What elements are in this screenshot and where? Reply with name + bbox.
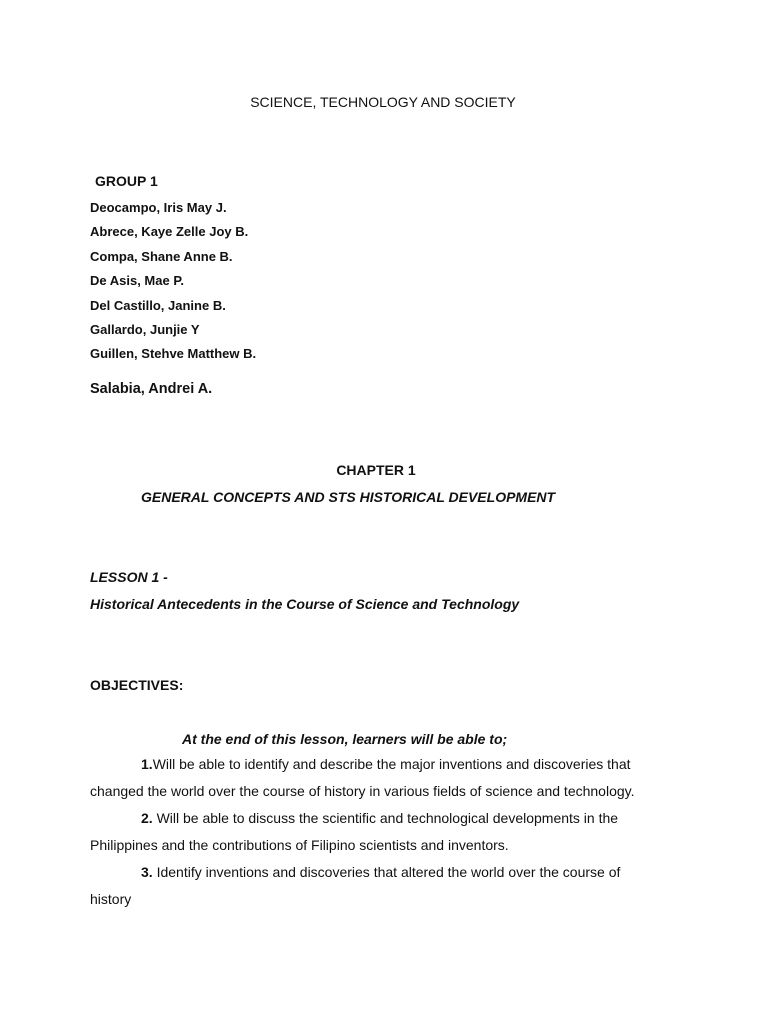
chapter-title: GENERAL CONCEPTS AND STS HISTORICAL DEVELOPMENT	[141, 489, 556, 505]
group-heading: GROUP 1	[95, 173, 158, 189]
objectives-heading: OBJECTIVES:	[90, 677, 184, 693]
member-name: Compa, Shane Anne B.	[90, 249, 233, 264]
member-name: Gallardo, Junjie Y	[90, 322, 200, 337]
objective-text-continued: changed the world over the course of history in various fields of science and technology.	[90, 783, 635, 799]
member-name: De Asis, Mae P.	[90, 273, 184, 288]
objective-number: 1.	[141, 756, 153, 772]
lesson-title: Historical Antecedents in the Course of Science and Technology	[90, 596, 520, 612]
objective-item-3	[141, 864, 620, 880]
objectives-intro: At the end of this lesson, learners will be able to;	[182, 731, 508, 747]
objective-text: Identify inventions and discoveries that altered the world over the course of	[152, 864, 621, 880]
member-name: Guillen, Stehve Matthew B.	[90, 346, 257, 361]
objective-item-1	[141, 756, 631, 772]
member-name: Deocampo, Iris May J.	[90, 200, 227, 215]
objective-text-continued: history	[90, 891, 132, 907]
member-name: Salabia, Andrei A.	[90, 381, 213, 397]
objective-number: 3.	[141, 864, 153, 880]
objective-number: 2.	[141, 810, 153, 826]
objective-text: Will be able to discuss the scientific and technological developments in the	[152, 810, 619, 826]
objective-text: Will be able to identify and describe the major inventions and discoveries that	[152, 756, 631, 772]
chapter-label: CHAPTER 1	[336, 462, 416, 478]
lesson-label: LESSON 1 -	[90, 569, 168, 585]
member-name: Abrece, Kaye Zelle Joy B.	[90, 224, 249, 239]
member-name: Del Castillo, Janine B.	[90, 298, 226, 313]
objective-item-2	[141, 810, 618, 826]
document-title: SCIENCE, TECHNOLOGY AND SOCIETY	[250, 94, 516, 110]
objective-text-continued: Philippines and the contributions of Filipino scientists and inventors.	[90, 837, 509, 853]
